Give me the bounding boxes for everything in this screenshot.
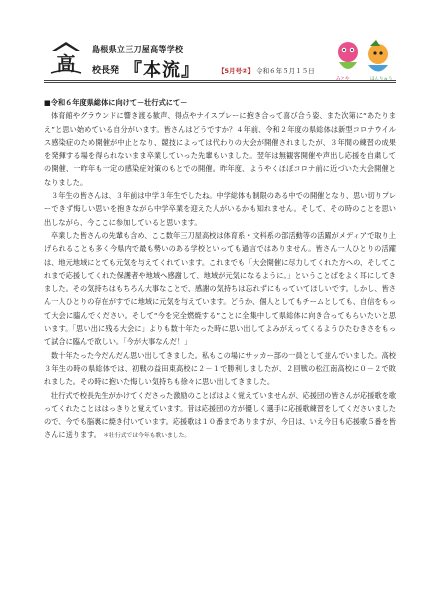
svg-text:高: 高 [56, 53, 76, 75]
article-heading: ■令和６年度県総体に向けて－壮行式にて－ [44, 98, 188, 107]
article-paragraph: 体育館やグラウンドに響き渡る歓声、得点やナイスプレーに抱き合って喜び合う姿、また次第に“あたりまえ”と思い始めている自分がいます。皆さんはどうですか？４年前、令和２年度の県総体は新型コロナウイルス感染症のため開催が中止となり、競技によっては代わりの大会が開催されましたが、３年間の練習の成果を発揮する場を得られないまま卒業していった先輩もいました。翌年は無観客開催や声出し応援を自粛しての開催、一昨年も一定の感染症対策のもとでの開催。昨年度、ようやくほぼコロナ前に近づいた大会開催となりました。 [44, 111, 396, 187]
newsletter-title: 『本流』 [124, 60, 200, 81]
school-emblem-icon [48, 40, 84, 76]
issue-number: 【5月号②】 [218, 67, 255, 75]
article-paragraph-text: 壮行式で校長先生がかけてくださった激励のことばはよく覚えていませんが、応援団の皆さんが応援歌を歌ってくれたことははっきりと覚えています。昔は応援団の方が優しく選手に応援歌練習をしてくださいましたので、今でも脳裏に焼き付いています。応援歌は１０番までありますが、今日は、いえ今日も応援歌５番を皆さんに送ります。 [44, 390, 397, 440]
newsletter-label: 校長発 [92, 66, 120, 76]
article-paragraph: ３年生の皆さんは、３年前は中学３年生でしたね。中学総体も制限のある中での開催となり、思い切りプレーできず悔しい思いを抱きながら中学卒業を迎えた人がいるかも知れません。そして、その時のことを思い出しながら、今ここに参加していると思います。 [44, 191, 396, 227]
article-body [44, 96, 396, 444]
article-paragraph [44, 389, 396, 444]
school-name: 島根県立三刀屋高等学校 [92, 45, 184, 54]
article-footnote: ＊壮行式では今年も歌いました。 [103, 433, 191, 440]
header-divider-double [44, 82, 396, 83]
article-paragraph: 数十年たった今だんだん思い出してきました。私もこの場にサッカー部の一員として並んでいました。高校３年生の時の県総体では、初戦の益田東高校に２－１で勝利しましたが、２回戦の松江南高校に０－２で敗れました。その時に抱いた悔しい気持ちも徐々に思い出してきました。 [44, 350, 396, 387]
svg-text:みとや: みとや [336, 77, 350, 82]
issue-info [218, 66, 315, 75]
header-divider [44, 80, 396, 81]
issue-date: 令和６年５月１５日 [256, 67, 315, 75]
article-paragraph: 卒業した皆さんの先輩も含め、ここ数年三刀屋高校は体育系・文科系の部活動等の活躍がメディアで取り上げられることも多く今県内で最も勢いのある学校といっても過言ではありません。皆さん一人ひとりの活躍は、地元地域にとても元気を与えてくれています。これまでも「大会開催に尽力してくれた方への、そしてこれまで応援してくれた保護者や地域へ感謝して、地域が元気になるように。」ということばをよく耳にしてきました。その気持ちはもちろん大事なことで、感謝の気持ちは忘れずにもっていてほしいです。しかし、皆さん一人ひとりの存在がすでに地域に元気を与えています。どうか、個人としてもチームとしても、自信をもって大会に臨んでください。そして“今を完全燃焼する”ことに全集中して県総体に向き合ってもらいたいと思います。「思い出に残る大会に」よりも数十年たった時に思い出してよみがえってくるようひたむきさをもって試合に臨んで欲しい。「今が大事なんだ！」 [44, 230, 396, 347]
mascot-illustration-icon [330, 38, 398, 82]
svg-text:ほんりゅう: ほんりゅう [370, 77, 393, 82]
